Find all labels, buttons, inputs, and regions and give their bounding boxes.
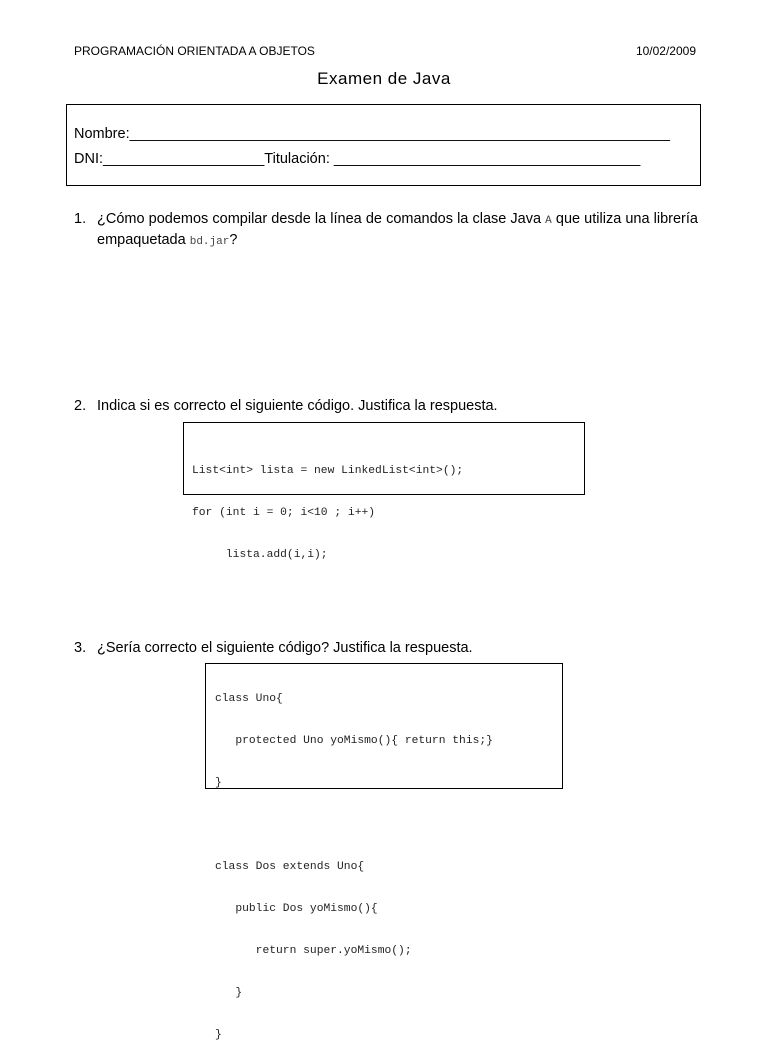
question-2	[74, 397, 698, 416]
dni-blank: ____________________	[103, 151, 265, 167]
code-line: List<int> lista = new LinkedList<int>();	[192, 465, 464, 477]
degree-blank: ______________________________________	[333, 151, 641, 167]
inline-code-jar: bd.jar	[189, 236, 230, 248]
dni-label: DNI:	[74, 151, 103, 167]
inline-code-class: A	[545, 215, 552, 227]
question-number: 3.	[74, 640, 87, 656]
student-info-box	[66, 104, 701, 186]
code-line: }	[215, 1029, 222, 1041]
code-line: for (int i = 0; i<10 ; i++)	[192, 507, 376, 519]
dni-row	[74, 151, 640, 167]
code-line: protected Uno yoMismo(){ return this;}	[215, 735, 493, 747]
degree-label: Titulación:	[264, 151, 334, 167]
question-text-part: que utiliza una librería empaquetada	[97, 211, 698, 248]
course-name: PROGRAMACIÓN ORIENTADA A OBJETOS	[74, 44, 315, 58]
name-blank: ___________________________________________________________________	[129, 126, 670, 142]
code-line	[215, 818, 562, 832]
question-text-part: ?	[229, 232, 238, 248]
code-line: }	[215, 987, 243, 999]
question-number: 2.	[74, 398, 87, 414]
name-row	[74, 126, 670, 142]
code-listing-2	[205, 663, 563, 1041]
question-1	[74, 210, 698, 252]
code-line: }	[215, 777, 222, 789]
code-line: public Dos yoMismo(){	[215, 903, 378, 915]
code-line: class Dos extends Uno{	[215, 861, 365, 873]
exam-date: 10/02/2009	[635, 44, 696, 58]
question-3	[74, 639, 698, 658]
code-listing-1	[183, 422, 585, 561]
code-line: lista.add(i,i);	[192, 549, 328, 561]
question-text: ¿Sería correcto el siguiente código? Justifica la respuesta.	[97, 640, 473, 656]
question-text-part: ¿Cómo podemos compilar desde la línea de comandos la clase Java	[97, 211, 546, 227]
page-title: Examen de Java	[317, 69, 451, 88]
code-line: return super.yoMismo();	[215, 945, 412, 957]
question-number: 1.	[74, 211, 87, 227]
question-text: Indica si es correcto el siguiente código. Justifica la respuesta.	[97, 398, 498, 414]
question-text	[97, 210, 698, 252]
code-line: class Uno{	[215, 693, 283, 705]
name-label: Nombre:	[74, 126, 130, 142]
